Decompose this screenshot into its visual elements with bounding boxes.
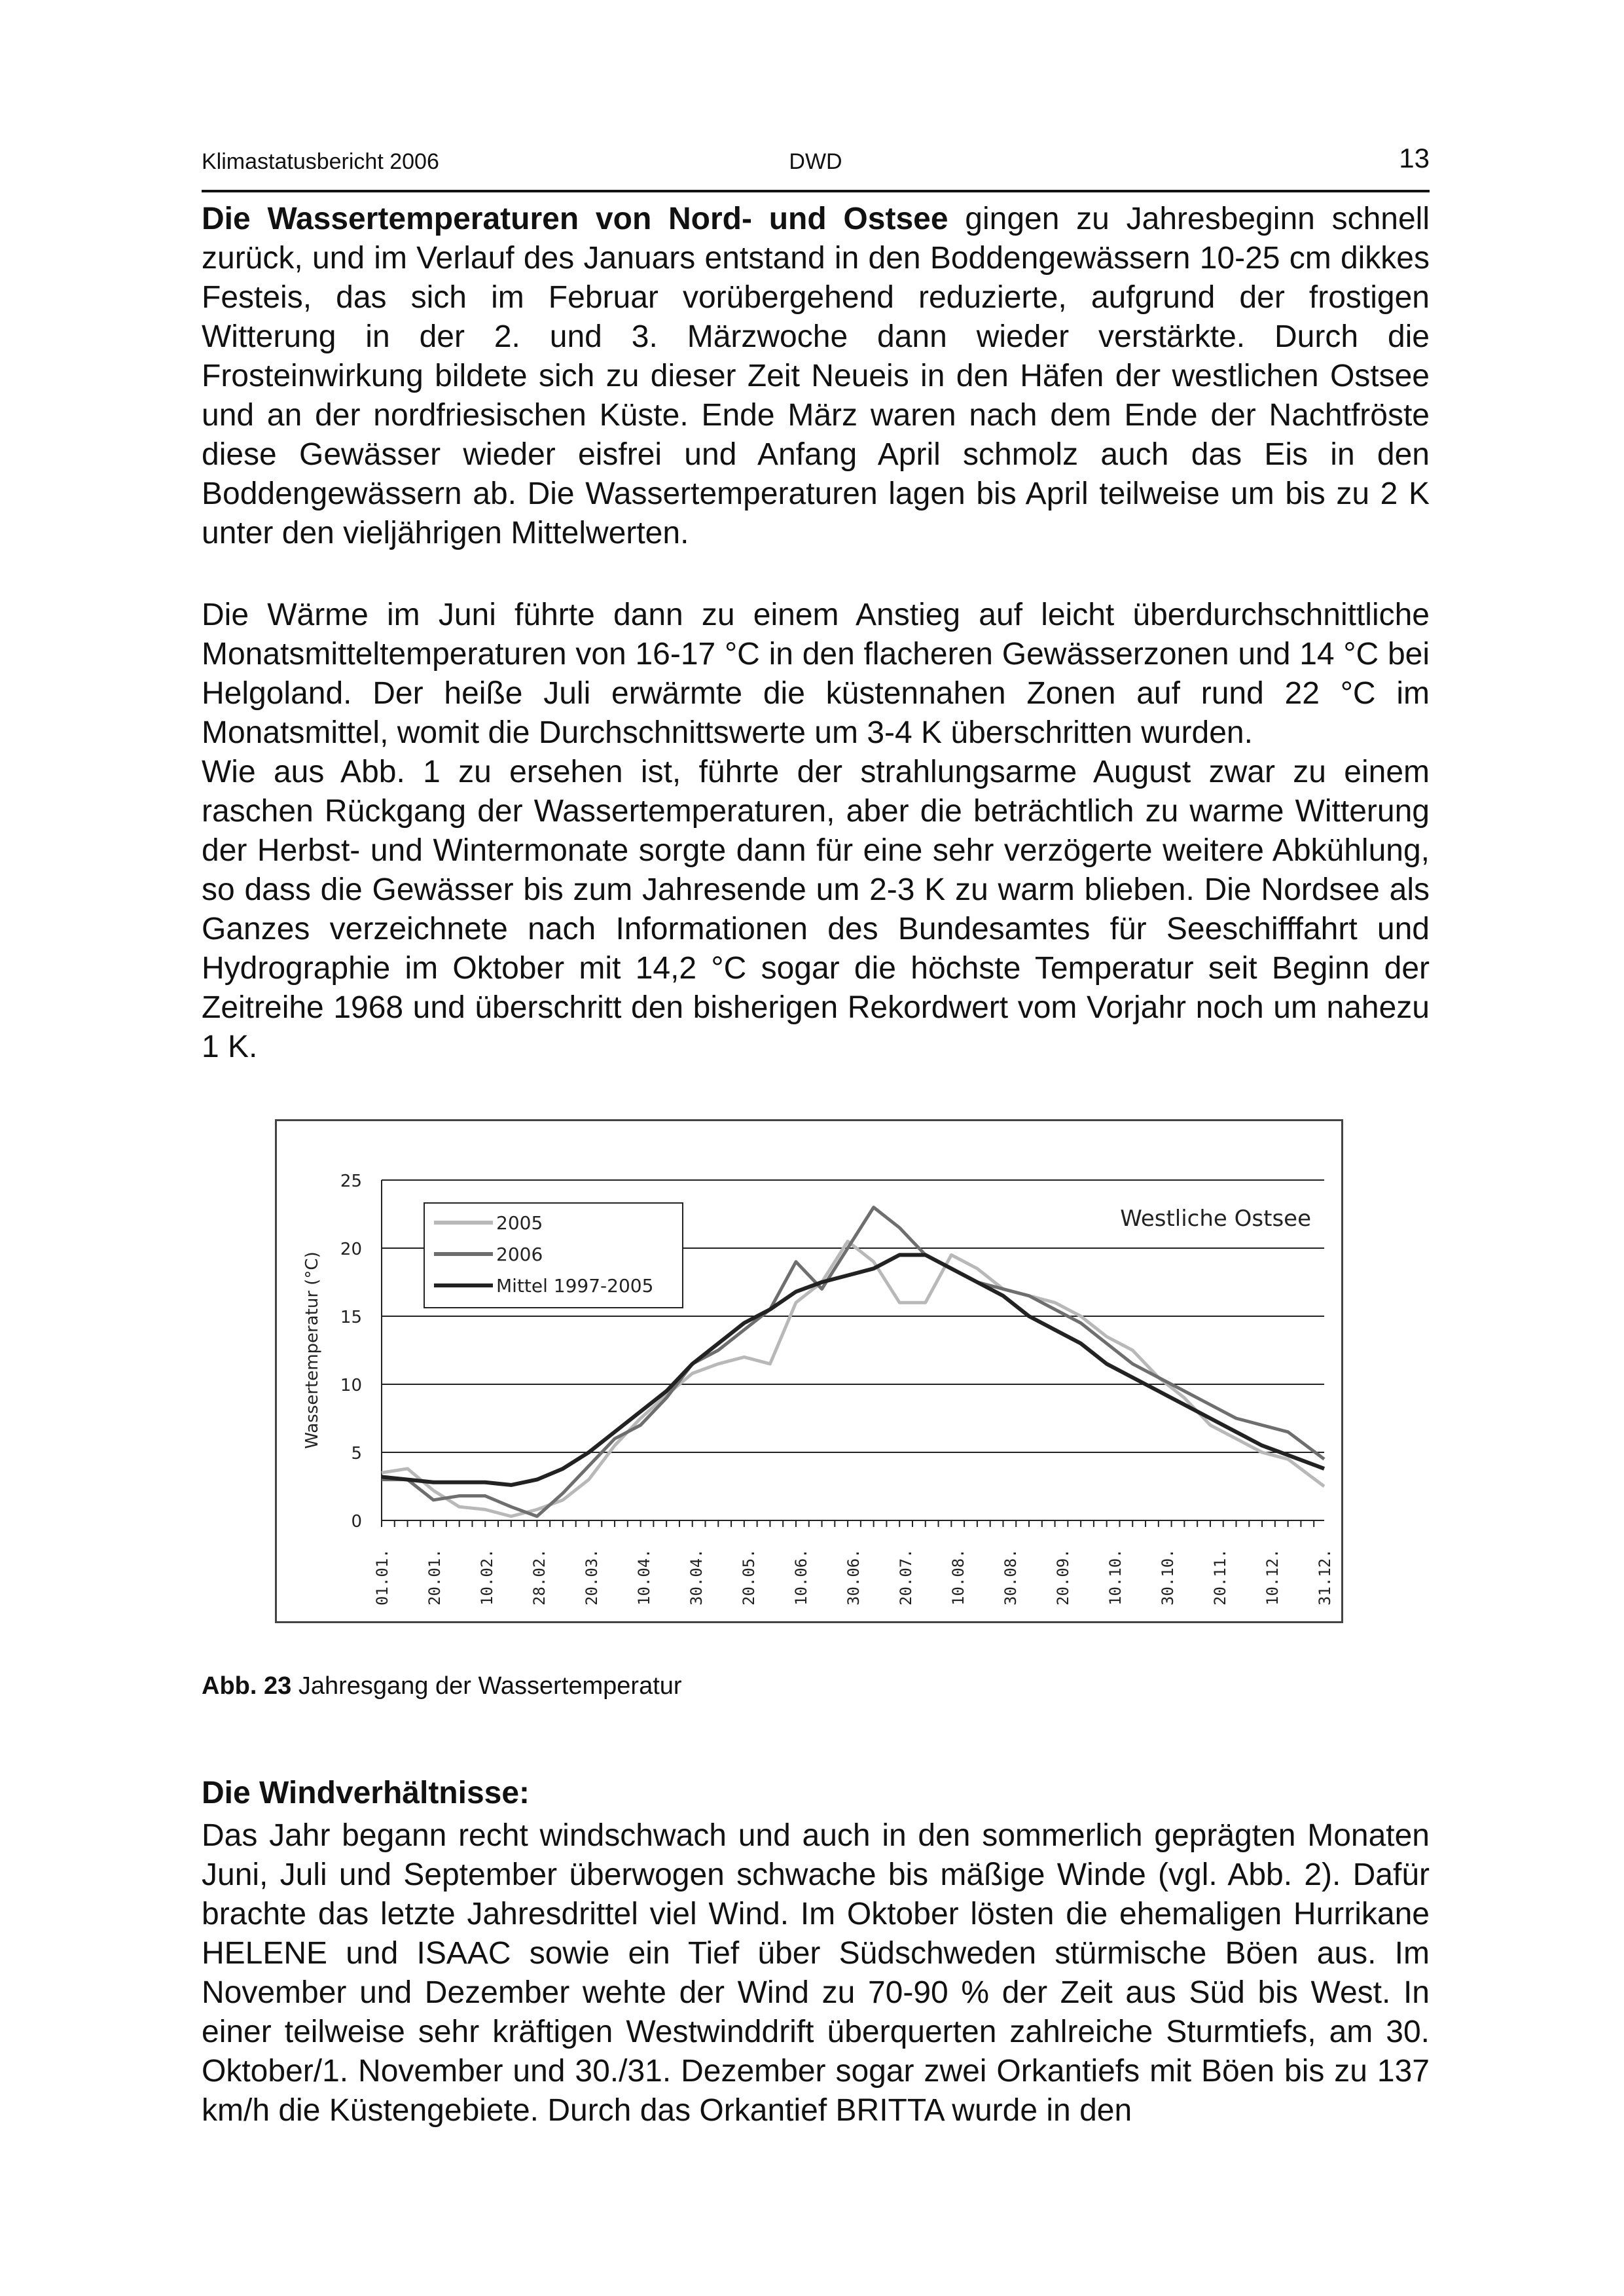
- x-tick-label: 20.05.: [740, 1549, 758, 1605]
- paragraph-lead: Die Wassertemperaturen von Nord- und Ostsee: [202, 202, 948, 236]
- x-tick-label: 20.03.: [583, 1549, 601, 1605]
- y-tick-label: 5: [351, 1444, 362, 1463]
- x-tick-label: 10.10.: [1106, 1549, 1125, 1605]
- y-tick-label: 15: [340, 1308, 362, 1327]
- x-tick-label: 10.06.: [792, 1549, 810, 1605]
- paragraph-water-temperatures: [202, 200, 1430, 553]
- x-tick-label: 20.11.: [1211, 1549, 1229, 1605]
- x-tick-label: 01.01.: [373, 1549, 391, 1605]
- chart-title: Westliche Ostsee: [1120, 1206, 1311, 1232]
- y-tick-label: 10: [340, 1376, 362, 1395]
- x-tick-label: 10.04.: [635, 1549, 653, 1605]
- x-tick-label: 30.10.: [1159, 1549, 1177, 1605]
- water-temperature-chart: [275, 1119, 1343, 1623]
- y-tick-label: 25: [340, 1172, 362, 1191]
- x-tick-label: 10.08.: [949, 1549, 967, 1605]
- paragraph-body: gingen zu Jahresbeginn schnell zurück, und im Verlauf des Januars entstand in den Boddengewässern 10-25 cm dikkes Festeis, das sich im Februar vorübergehend reduzierte, aufgrund der frostigen Witterung in der 2. und 3. Märzwoche dann wieder verstärkte. Durch die Frosteinwirkung bildete sich zu dieser Zeit Neueis in den Häfen der westlichen Ostsee und an der nordfriesischen Küste. Ende März waren nach dem Ende der Nachtfröste diese Gewässer wieder eisfrei und Anfang April schmolz auch das Eis in den Boddengewässern ab. Die Wassertemperaturen lagen bis April teilweise um bis zu 2 K unter den vieljährigen Mittelwerten.: [202, 202, 1430, 550]
- paragraph-summer-warmth: [202, 596, 1430, 1067]
- section-heading-wind: Die Windverhältnisse:: [202, 1776, 530, 1810]
- chart-canvas: [277, 1121, 1345, 1625]
- report-title: Klimastatusbericht 2006: [202, 149, 439, 174]
- x-tick-label: 28.02.: [530, 1549, 549, 1605]
- figure-caption: [202, 1672, 682, 1700]
- page-header: [202, 143, 1430, 182]
- x-tick-label: 31.12.: [1316, 1549, 1334, 1605]
- paragraph-body: Wie aus Abb. 1 zu ersehen ist, führte der strahlungsarme August zwar zu einem raschen Rückgang der Wassertemperaturen, aber die beträchtlich zu warme Witterung der Herbst- und Wintermonate sorgte dann für eine sehr verzögerte weitere Abkühlung, so dass die Gewässer bis zum Jahresende um 2-3 K zu warm blieben. Die Nordsee als Ganzes verzeichnete nach Informationen des Bundesamtes für Seeschifffahrt und Hydrographie im Oktober mit 14,2 °C sogar die höchste Temperatur seit Beginn der Zeitreihe 1968 und überschritt den bisherigen Rekordwert vom Vorjahr noch um nahezu 1 K.: [202, 755, 1430, 1064]
- paragraph-wind: Das Jahr begann recht windschwach und auch in den sommerlich geprägten Monaten Juni, Juli und September überwogen schwache bis mäßige Winde (vgl. Abb. 2). Dafür brachte das letzte Jahresdrittel viel Wind. Im Oktober lösten die ehemaligen Hurrikane HELENE und ISAAC sowie ein Tief über Südschweden stürmische Böen aus. Im November und Dezember wehte der Wind zu 70-90 % der Zeit aus Süd bis West. In einer teilweise sehr kräftigen Westwinddrift überquerten zahlreiche Sturmtiefs, am 30. Oktober/1. November und 30./31. Dezember sogar zwei Orkantiefs mit Böen bis zu 137 km/h die Küstengebiete. Durch das Orkantief BRITTA wurde in den: [202, 1818, 1430, 2128]
- x-tick-label: 30.04.: [687, 1549, 706, 1605]
- x-tick-label: 10.12.: [1263, 1549, 1282, 1605]
- x-tick-label: 20.09.: [1054, 1549, 1072, 1605]
- publisher-name: DWD: [789, 149, 842, 174]
- x-tick-label: 10.02.: [478, 1549, 496, 1605]
- legend-label-2: 2006: [496, 1244, 543, 1265]
- y-tick-label: 0: [351, 1512, 362, 1532]
- x-tick-label: 30.08.: [1001, 1549, 1020, 1605]
- x-tick-label: 30.06.: [844, 1549, 863, 1605]
- y-tick-label: 20: [340, 1240, 362, 1259]
- page-number: 13: [1399, 143, 1430, 173]
- header-rule: [202, 190, 1430, 192]
- legend-label-3: Mittel 1997-2005: [496, 1275, 654, 1297]
- caption-label: Abb. 23: [202, 1672, 292, 1700]
- x-tick-label: 20.07.: [897, 1549, 915, 1605]
- paragraph-body: Die Wärme im Juni führte dann zu einem Anstieg auf leicht überdurchschnittliche Monatsmitteltemperaturen von 16-17 °C in den flacheren Gewässerzonen und 14 °C bei Helgoland. Der heiße Juli erwärmte die küstennahen Zonen auf rund 22 °C im Monatsmittel, womit die Durchschnittswerte um 3-4 K überschritten wurden.: [202, 598, 1430, 750]
- legend-label-1: 2005: [496, 1212, 543, 1234]
- x-tick-label: 20.01.: [425, 1549, 444, 1605]
- caption-text: Jahresgang der Wassertemperatur: [298, 1672, 682, 1700]
- y-axis-label: Wassertemperatur (°C): [302, 1251, 322, 1449]
